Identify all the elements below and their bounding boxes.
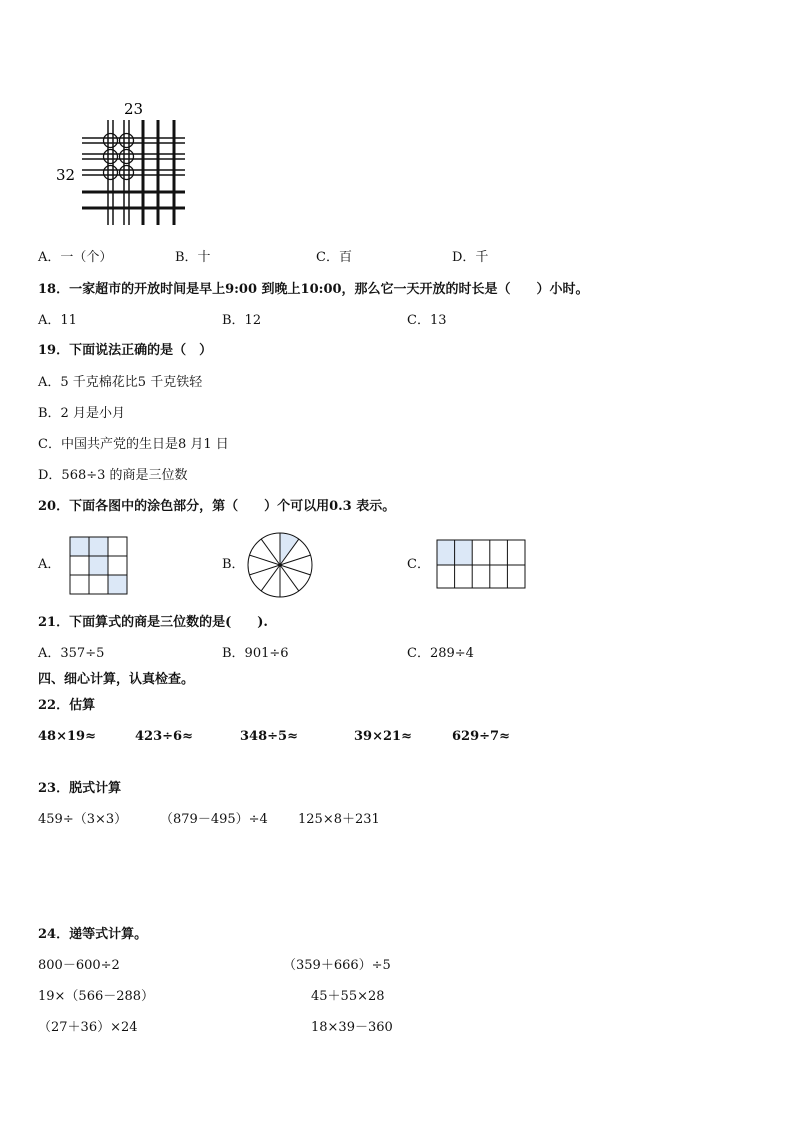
q20-question: 20．下面各图中的涂色部分，第（ ）个可以用0.3 表示。 [38, 499, 396, 514]
q22-item-5: 629÷7≈ [452, 729, 510, 744]
q19-option-a: A．5 千克棉花比5 千克铁轻 [38, 375, 203, 390]
section-4-title: 四、细心计算，认真检查。 [38, 672, 195, 687]
q24-item-6: 18×39－360 [311, 1020, 393, 1035]
q22-title: 22．估算 [38, 698, 96, 713]
q22-item-3: 348÷5≈ [240, 729, 298, 744]
q17-option-a: A．一（个） [38, 250, 113, 265]
q17-option-d: D．千 [452, 250, 489, 265]
q20-figure-a-grid [69, 536, 129, 596]
q20-option-c-label: C． [407, 557, 430, 572]
q19-option-b: B．2 月是小月 [38, 406, 125, 421]
q24-item-4: 45＋55×28 [311, 989, 385, 1004]
q21-option-b: B．901÷6 [222, 646, 289, 661]
q24-item-2: （359＋666）÷5 [283, 958, 391, 973]
q17-label-top: 23 [124, 100, 144, 118]
q17-option-b: B．十 [175, 250, 211, 265]
q18-option-c: C．13 [407, 313, 447, 328]
q22-item-1: 48×19≈ [38, 729, 96, 744]
q17-grid-figure [50, 95, 200, 235]
q23-item-2: （879－495）÷4 [160, 812, 268, 827]
q20-option-b-label: B． [222, 557, 245, 572]
q22-item-4: 39×21≈ [354, 729, 412, 744]
q20-figure-a-shading [70, 537, 127, 594]
q24-title: 24．递等式计算。 [38, 927, 148, 942]
q23-item-1: 459÷（3×3） [38, 812, 128, 827]
q23-item-3: 125×8＋231 [298, 812, 380, 827]
q24-item-3: 19×（566－288） [38, 989, 155, 1004]
q19-option-c: C．中国共产党的生日是8 月1 日 [38, 437, 229, 452]
q18-option-b: B．12 [222, 313, 262, 328]
q20-option-a-label: A． [38, 557, 61, 572]
q18-question: 18．一家超市的开放时间是早上9:00 到晚上10:00，那么它一天开放的时长是（ ）小时。 [38, 282, 589, 297]
q18-option-a: A．11 [38, 313, 77, 328]
q24-item-5: （27＋36）×24 [38, 1020, 138, 1035]
q20-figure-b-circle [246, 531, 314, 599]
q17-label-left: 32 [56, 166, 76, 184]
q20-figure-c-rect [436, 539, 528, 591]
q22-item-2: 423÷6≈ [135, 729, 193, 744]
q21-question: 21．下面算式的商是三位数的是( ). [38, 615, 268, 630]
q17-option-c: C．百 [316, 250, 352, 265]
q24-item-1: 800－600÷2 [38, 958, 120, 973]
q19-option-d: D．568÷3 的商是三位数 [38, 468, 188, 483]
q23-title: 23．脱式计算 [38, 781, 122, 796]
q21-option-c: C．289÷4 [407, 646, 474, 661]
q21-option-a: A．357÷5 [38, 646, 105, 661]
q19-question: 19．下面说法正确的是（ ） [38, 343, 213, 358]
